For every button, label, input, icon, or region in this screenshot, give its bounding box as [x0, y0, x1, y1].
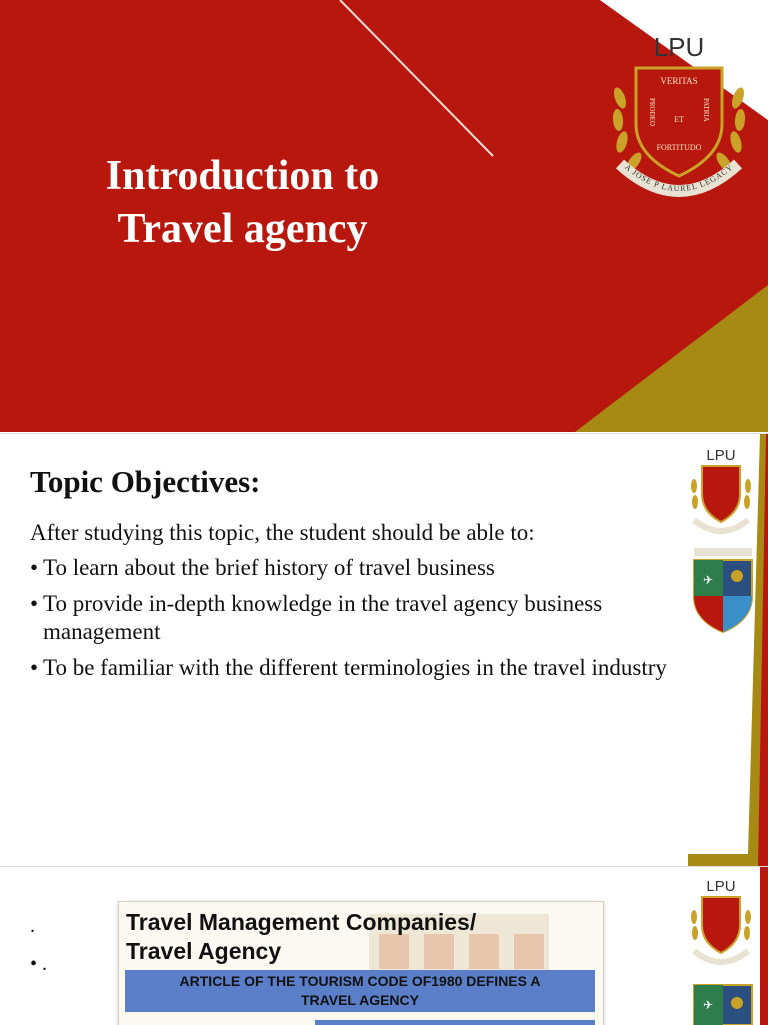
- lpu-seal-logo: [606, 28, 752, 200]
- emblem-icon: [731, 570, 743, 582]
- svg-text:LPU: LPU: [706, 878, 736, 895]
- definition-image: [118, 901, 604, 1025]
- svg-text:FORTITUDO: FORTITUDO: [656, 143, 702, 152]
- definition-title: Travel Management Companies/ Travel Agency: [126, 909, 477, 964]
- definition-banner-secondary: [315, 1020, 595, 1025]
- objectives-slide: [0, 433, 768, 866]
- lpu-mini-logo: [688, 442, 754, 542]
- lpu-mini-logo: [688, 873, 754, 973]
- emblem-icon: [731, 997, 743, 1009]
- bullet-icon: •: [30, 655, 39, 680]
- logo-text: LPU: [653, 32, 705, 62]
- college-shield-logo: [690, 979, 756, 1025]
- svg-text:ET: ET: [674, 115, 684, 124]
- bullet-list: [30, 907, 47, 983]
- svg-text:VERITAS: VERITAS: [660, 76, 698, 86]
- objectives-list: [30, 554, 670, 690]
- slide-title: [40, 150, 445, 256]
- airplane-icon: ✈: [702, 998, 714, 1012]
- svg-text:PATRIA: PATRIA: [702, 98, 710, 122]
- travel-agency-slide: [0, 866, 768, 1025]
- shield-icon: [702, 897, 740, 953]
- svg-text:LPU: LPU: [706, 447, 736, 464]
- definition-banner: ARTICLE OF THE TOURISM CODE OF1980 DEFINES A TRAVEL AGENCY: [125, 970, 595, 1012]
- list-item: .: [30, 915, 35, 937]
- list-item: • To be familiar with the different terminologies in the travel industry: [30, 655, 667, 680]
- college-shield-logo: [690, 546, 756, 634]
- list-item: • .: [30, 953, 48, 975]
- objectives-heading: Topic Objectives:: [30, 464, 261, 499]
- slide-title-line-2: Travel agency: [117, 206, 368, 252]
- slide-title-line-1: Introduction to: [105, 153, 380, 199]
- svg-text:PRODEO: PRODEO: [648, 98, 656, 127]
- title-slide: [0, 0, 768, 432]
- shield-icon: [702, 466, 740, 522]
- list-item: • To learn about the brief history of travel business: [30, 555, 495, 580]
- bullet-icon: •: [30, 555, 39, 580]
- airplane-icon: ✈: [702, 573, 714, 587]
- bullet-icon: •: [30, 591, 39, 616]
- svg-text:A JOSE P LAUREL LEGACY: A JOSE P LAUREL LEGACY: [623, 162, 735, 194]
- objectives-intro: After studying this topic, the student should be able to:: [30, 520, 535, 545]
- list-item: • To provide in-depth knowledge in the travel agency business management: [30, 591, 603, 644]
